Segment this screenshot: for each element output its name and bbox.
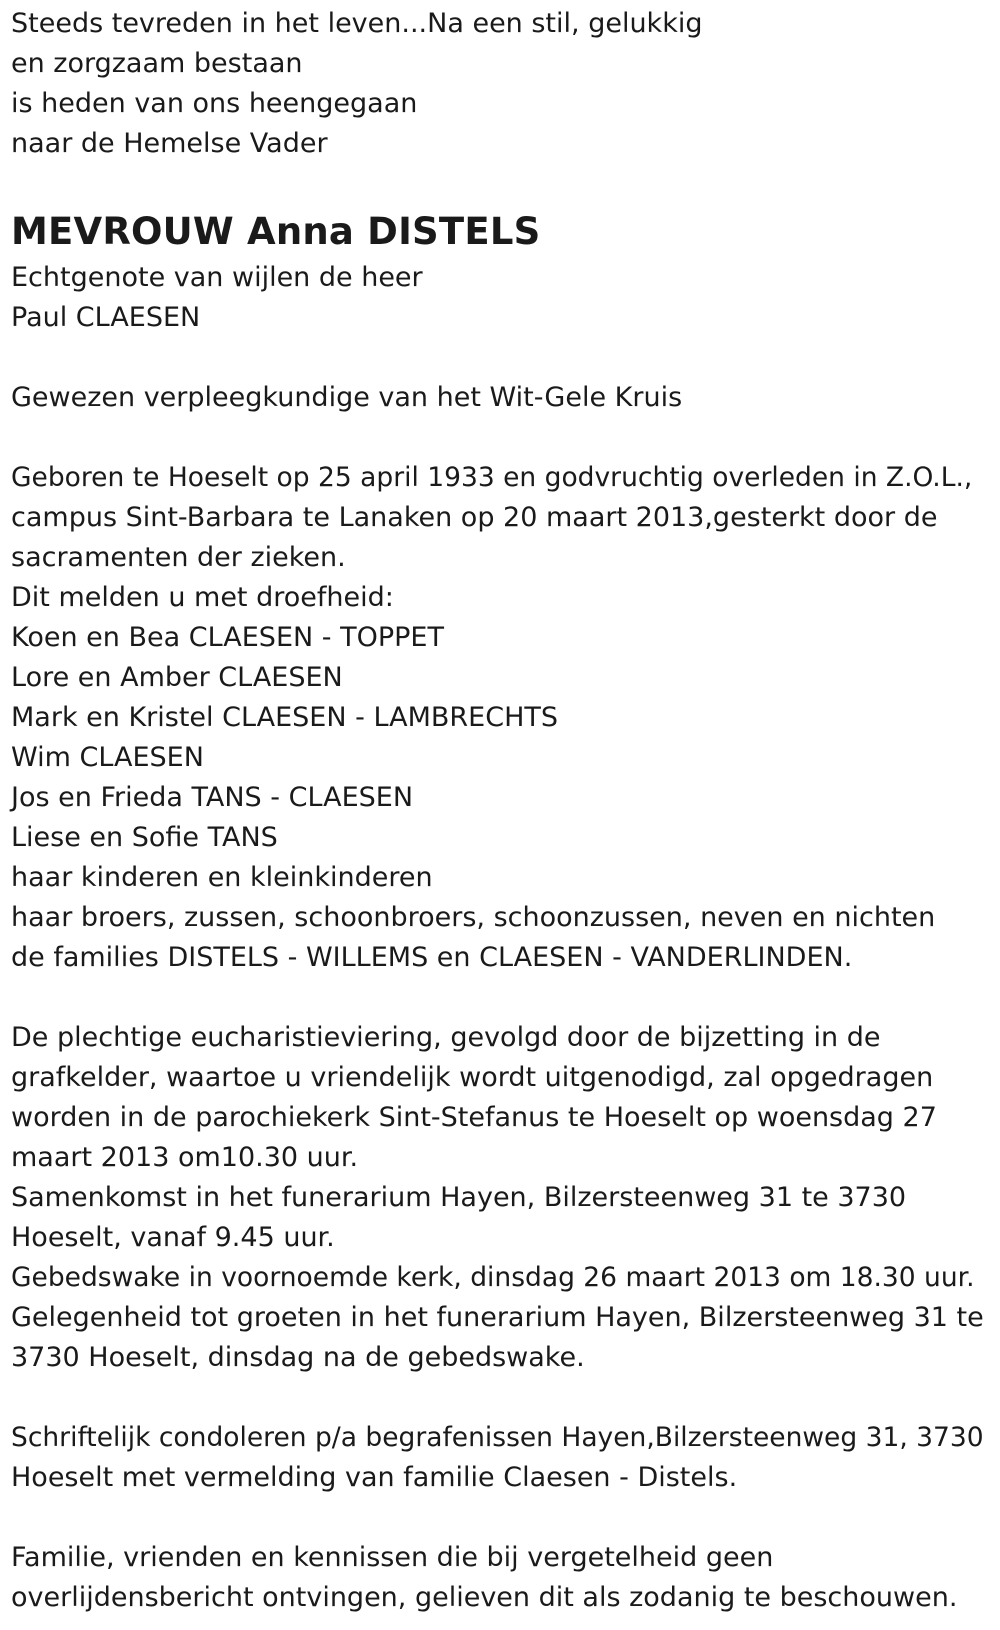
intro-verse [11, 4, 986, 164]
ceremony-line: Samenkomst in het funerarium Hayen, Bilzersteenweg 31 te 3730 [11, 1182, 907, 1213]
intro-line: naar de Hemelse Vader [11, 128, 328, 159]
family-member: Liese en Sofie TANS [11, 822, 278, 853]
family-member: Lore en Amber CLAESEN [11, 662, 343, 693]
spacer [11, 1498, 986, 1538]
birth-death-line: campus Sint-Barbara te Lanaken op 20 maart 2013,gesterkt door de [11, 502, 938, 533]
birth-death-paragraph [11, 458, 986, 578]
condolences-line: Schriftelijk condoleren p/a begrafenissen Hayen,Bilzersteenweg 31, 3730 [11, 1422, 984, 1453]
intro-line: is heden van ons heengegaan [11, 88, 418, 119]
birth-death-line: sacramenten der zieken. [11, 542, 346, 573]
spacer [11, 338, 986, 378]
ceremony-line: Hoeselt, vanaf 9.45 uur. [11, 1222, 335, 1253]
ceremony-line: Gebedswake in voornoemde kerk, dinsdag 26 maart 2013 om 18.30 uur. [11, 1262, 975, 1293]
intro-line: en zorgzaam bestaan [11, 48, 303, 79]
ceremony-line: grafkelder, waartoe u vriendelijk wordt uitgenodigd, zal opgedragen [11, 1062, 934, 1093]
spouse-block [11, 258, 986, 338]
ceremony-line: maart 2013 om10.30 uur. [11, 1142, 359, 1173]
family-member: Koen en Bea CLAESEN - TOPPET [11, 622, 444, 653]
closing-line: overlijdensbericht ontvingen, gelieven dit als zodanig te beschouwen. [11, 1582, 958, 1613]
condolences-line: Hoeselt met vermelding van familie Claesen - Distels. [11, 1462, 738, 1493]
ceremony-paragraph [11, 1018, 986, 1378]
family-member: Jos en Frieda TANS - CLAESEN [11, 782, 414, 813]
profession-line: Gewezen verpleegkundige van het Wit-Gele Kruis [11, 382, 683, 413]
spacer [11, 164, 986, 210]
announcement-line: Dit melden u met droefheid: [11, 582, 394, 613]
family-member: Mark en Kristel CLAESEN - LAMBRECHTS [11, 702, 559, 733]
ceremony-line: Gelegenheid tot groeten in het funerarium Hayen, Bilzersteenweg 31 te [11, 1302, 984, 1333]
closing-line: Familie, vrienden en kennissen die bij vergetelheid geen [11, 1542, 774, 1573]
spacer [11, 418, 986, 458]
ceremony-line: De plechtige eucharistieviering, gevolgd door de bijzetting in de [11, 1022, 881, 1053]
ceremony-line: 3730 Hoeselt, dinsdag na de gebedswake. [11, 1342, 585, 1373]
spacer [11, 978, 986, 1018]
family-list [11, 618, 986, 978]
deceased-name: MEVROUW Anna DISTELS [11, 210, 541, 253]
spacer [11, 1378, 986, 1418]
spouse-line: Paul CLAESEN [11, 302, 201, 333]
family-member: de families DISTELS - WILLEMS en CLAESEN - VANDERLINDEN. [11, 942, 853, 973]
family-member: haar kinderen en kleinkinderen [11, 862, 433, 893]
birth-death-line: Geboren te Hoeselt op 25 april 1933 en godvruchtig overleden in Z.O.L., [11, 462, 973, 493]
family-member: Wim CLAESEN [11, 742, 204, 773]
ceremony-line: worden in de parochiekerk Sint-Stefanus te Hoeselt op woensdag 27 [11, 1102, 937, 1133]
family-member: haar broers, zussen, schoonbroers, schoonzussen, neven en nichten [11, 902, 936, 933]
condolences-paragraph [11, 1418, 986, 1498]
obituary-document [11, 4, 986, 1618]
intro-line: Steeds tevreden in het leven...Na een stil, gelukkig [11, 8, 703, 39]
spouse-line: Echtgenote van wijlen de heer [11, 262, 423, 293]
closing-paragraph [11, 1538, 986, 1618]
